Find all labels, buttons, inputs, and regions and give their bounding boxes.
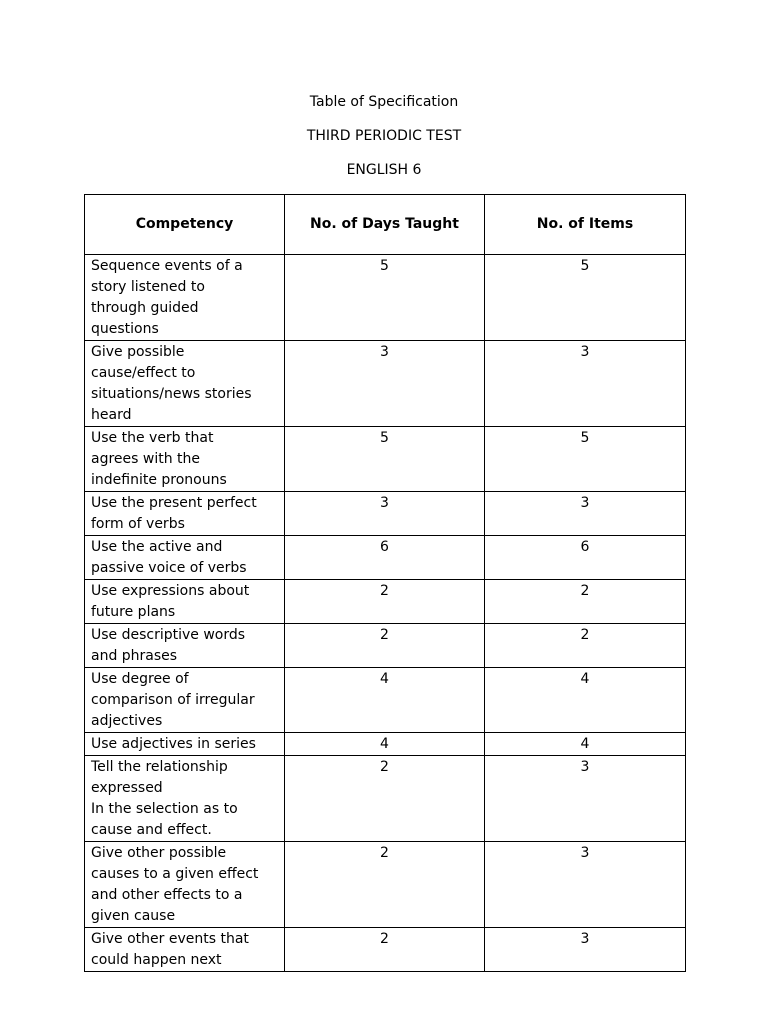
competency-cell	[85, 624, 285, 668]
header-items: No. of Items	[485, 195, 686, 255]
header-row	[85, 195, 686, 255]
items-cell: 4	[485, 668, 686, 733]
days-taught-cell: 3	[285, 341, 485, 427]
competency-text-line: Use the active and	[91, 539, 223, 555]
competency-cell	[85, 756, 285, 842]
competency-text-line: cause/effect to	[91, 365, 196, 381]
competency-text-line: Use adjectives in series	[91, 736, 256, 752]
table-body	[85, 255, 686, 972]
table-row	[85, 536, 686, 580]
days-taught-cell: 4	[285, 668, 485, 733]
competency-cell	[85, 842, 285, 928]
items-cell: 3	[485, 341, 686, 427]
items-cell: 3	[485, 756, 686, 842]
competency-text-line: passive voice of verbs	[91, 560, 247, 576]
competency-cell	[85, 733, 285, 756]
competency-text-line: form of verbs	[91, 516, 185, 532]
items-cell: 3	[485, 842, 686, 928]
competency-text-line: could happen next	[91, 952, 222, 968]
days-taught-cell: 2	[285, 624, 485, 668]
items-cell: 6	[485, 536, 686, 580]
competency-text-line: indefinite pronouns	[91, 472, 227, 488]
table-row	[85, 668, 686, 733]
competency-cell	[85, 668, 285, 733]
competency-text-line: comparison of irregular	[91, 692, 255, 708]
competency-text-line: future plans	[91, 604, 176, 620]
table-row	[85, 492, 686, 536]
competency-text-line: agrees with the	[91, 451, 201, 467]
document-title: Table of Specification	[309, 94, 459, 110]
table-row	[85, 733, 686, 756]
days-taught-cell: 6	[285, 536, 485, 580]
competency-text-line: Give possible	[91, 344, 185, 360]
table-row	[85, 427, 686, 492]
days-taught-cell: 2	[285, 842, 485, 928]
competency-text-line: through guided	[91, 300, 199, 316]
test-name: THIRD PERIODIC TEST	[306, 128, 462, 144]
specification-table	[84, 194, 686, 972]
competency-text-line: Use expressions about	[91, 583, 250, 599]
competency-text-line: adjectives	[91, 713, 163, 729]
days-taught-cell: 5	[285, 255, 485, 341]
competency-text-line: causes to a given effect	[91, 866, 259, 882]
header-competency: Competency	[85, 195, 285, 255]
items-cell: 2	[485, 580, 686, 624]
competency-cell	[85, 536, 285, 580]
competency-text-line: Give other possible	[91, 845, 227, 861]
table-row	[85, 756, 686, 842]
competency-text-line: Use degree of	[91, 671, 189, 687]
competency-cell	[85, 427, 285, 492]
competency-text-line: and phrases	[91, 648, 178, 664]
table-row	[85, 928, 686, 972]
competency-text-line: Use the verb that	[91, 430, 214, 446]
competency-text-line: Give other events that	[91, 931, 249, 947]
competency-cell	[85, 255, 285, 341]
items-cell: 3	[485, 928, 686, 972]
competency-text-line: story listened to	[91, 279, 205, 295]
items-cell: 5	[485, 427, 686, 492]
competency-text-line: Use the present perfect	[91, 495, 257, 511]
competency-cell	[85, 928, 285, 972]
competency-text-line: Tell the relationship	[91, 759, 228, 775]
competency-text-line: questions	[91, 321, 159, 337]
header-days-taught: No. of Days Taught	[285, 195, 485, 255]
items-cell: 5	[485, 255, 686, 341]
days-taught-cell: 2	[285, 756, 485, 842]
days-taught-cell: 3	[285, 492, 485, 536]
competency-text-line: heard	[91, 407, 132, 423]
items-cell: 4	[485, 733, 686, 756]
days-taught-cell: 4	[285, 733, 485, 756]
days-taught-cell: 2	[285, 928, 485, 972]
competency-text-line: Sequence events of a	[91, 258, 243, 274]
competency-cell	[85, 341, 285, 427]
competency-cell	[85, 492, 285, 536]
competency-text-line: situations/news stories	[91, 386, 252, 402]
competency-text-line: expressed	[91, 780, 163, 796]
days-taught-cell: 5	[285, 427, 485, 492]
competency-text-line: given cause	[91, 908, 176, 924]
table-row	[85, 341, 686, 427]
competency-cell	[85, 580, 285, 624]
subject-name: ENGLISH 6	[346, 162, 422, 178]
table-row	[85, 624, 686, 668]
competency-text-line: and other effects to a	[91, 887, 243, 903]
days-taught-cell: 2	[285, 580, 485, 624]
table-row	[85, 255, 686, 341]
items-cell: 2	[485, 624, 686, 668]
competency-text-line: In the selection as to	[91, 801, 238, 817]
table-row	[85, 580, 686, 624]
competency-text-line: Use descriptive words	[91, 627, 246, 643]
items-cell: 3	[485, 492, 686, 536]
table-row	[85, 842, 686, 928]
competency-text-line: cause and effect.	[91, 822, 212, 838]
